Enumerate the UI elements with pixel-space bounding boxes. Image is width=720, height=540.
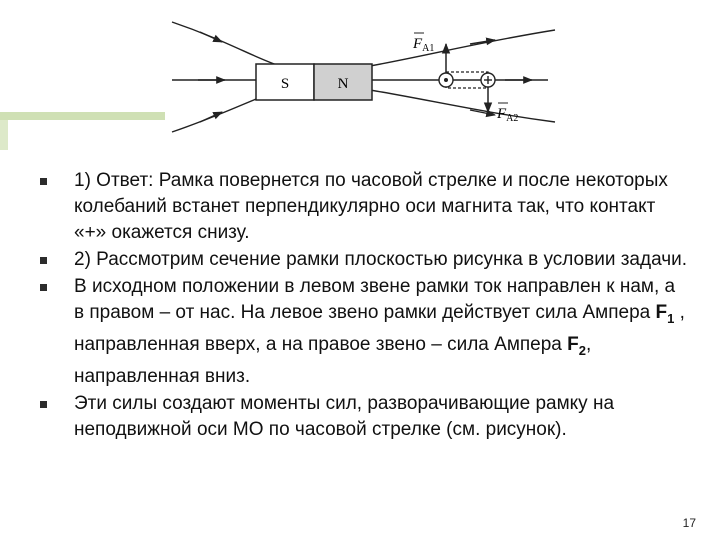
bullet-item xyxy=(40,274,690,390)
field-arrow xyxy=(200,112,222,122)
bullet-marker-icon xyxy=(40,178,47,185)
force-symbol: $F_2$ xyxy=(567,333,586,358)
bullet-text: Эти силы создают моменты сил, разворачивающие рамку на неподвижной оси МО по часовой стрелке (см. рисунок). xyxy=(74,392,615,440)
force-a2-label: $F_{A2}$ xyxy=(497,106,519,124)
page-number: 17 xyxy=(682,516,696,530)
force-symbol: $F_1$ xyxy=(655,302,675,326)
force-a1-label: $F_{A1}$ xyxy=(413,36,435,54)
north-pole-label: N xyxy=(337,76,349,92)
field-line xyxy=(370,30,555,66)
bullet-item xyxy=(40,391,690,443)
current-out-dot xyxy=(444,78,448,82)
bullet-item xyxy=(40,247,690,273)
south-pole-label: S xyxy=(280,76,290,92)
bullet-text-part: , направленная вниз. xyxy=(74,333,592,387)
bullet-marker-icon xyxy=(40,257,47,264)
bullet-text: 1) Ответ: Рамка повернется по часовой стрелке и после некоторых колебаний встанет перпендикулярно оси магнита так, что контакт «+» окажется снизу. xyxy=(74,170,668,243)
bullet-marker-icon xyxy=(40,401,47,408)
bullet-marker-icon xyxy=(40,284,47,291)
bullet-text: 2) Рассмотрим сечение рамки плоскостью рисунка в условии задачи. xyxy=(74,249,688,270)
answer-bullet-list xyxy=(40,168,690,444)
field-line xyxy=(172,22,280,66)
magnet-field-figure xyxy=(0,0,720,150)
field-line xyxy=(370,90,555,122)
bullet-text-part: В исходном положении в левом звене рамки ток направлен к нам, а в правом – от нас. На левое звено рамки действует сила Ампера xyxy=(74,276,676,323)
bullet-item xyxy=(40,168,690,246)
bullet-text-part: , направленная вверх, а на правое звено – сила Ампера xyxy=(74,302,685,355)
field-arrow xyxy=(200,32,222,42)
